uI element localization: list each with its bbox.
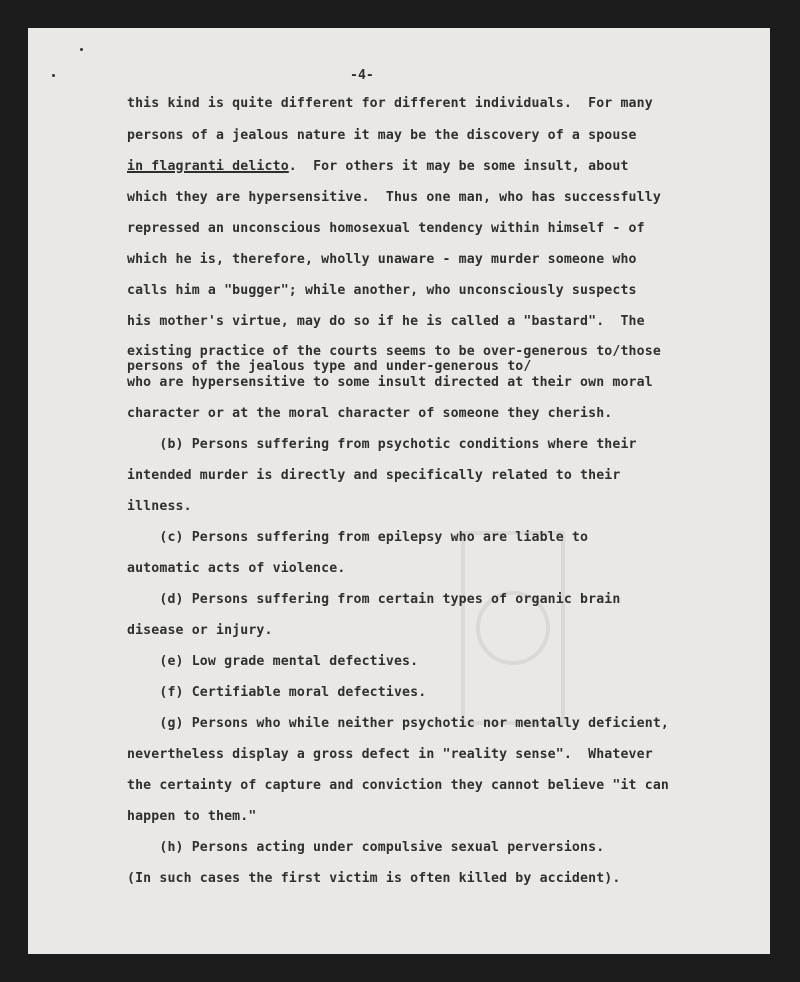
document-page	[28, 28, 770, 954]
line-text: (e) Low grade mental defectives.	[127, 654, 419, 669]
line-text: automatic acts of violence.	[127, 561, 346, 576]
line-text: repressed an unconscious homosexual tendency within himself - of	[127, 221, 645, 236]
text-line	[127, 809, 256, 825]
text-line	[127, 159, 629, 175]
text-line	[127, 716, 669, 732]
text-line	[127, 406, 612, 422]
text-line	[127, 252, 637, 268]
line-text: (d) Persons suffering from certain types of organic brain	[127, 592, 621, 607]
text-line	[127, 128, 637, 144]
text-line	[127, 747, 653, 763]
text-line	[127, 437, 637, 453]
text-line	[127, 314, 645, 330]
text-line	[127, 592, 620, 608]
text-line	[127, 778, 669, 794]
line-text: persons of a jealous nature it may be the discovery of a spouse	[127, 128, 637, 143]
text-line	[127, 654, 418, 670]
text-line	[127, 871, 620, 887]
faint-stamp-watermark	[458, 528, 568, 728]
text-line	[127, 623, 273, 639]
line-text: persons of the jealous type and under-generous to/	[127, 359, 532, 374]
line-text: (b) Persons suffering from psychotic conditions where their	[127, 437, 637, 452]
text-line	[127, 685, 426, 701]
line-text: (g) Persons who while neither psychotic nor mentally deficient,	[127, 716, 669, 731]
text-line	[127, 561, 345, 577]
text-line	[127, 499, 192, 515]
line-text: calls him a "bugger"; while another, who unconsciously suspects	[127, 283, 637, 298]
text-line	[127, 468, 620, 484]
line-text: existing practice of the courts seems to be over-generous to/those	[127, 344, 661, 359]
line-text: intended murder is directly and specifically related to their	[127, 468, 621, 483]
line-text: illness.	[127, 499, 192, 514]
line-text: (h) Persons acting under compulsive sexual perversions.	[127, 840, 605, 855]
line-text: happen to them."	[127, 809, 257, 824]
line-text: which he is, therefore, wholly unaware - may murder someone who	[127, 252, 637, 267]
text-line	[127, 96, 653, 112]
text-line	[127, 190, 661, 206]
margin-speck	[80, 48, 83, 51]
text-line	[127, 530, 588, 546]
margin-speck	[52, 74, 55, 77]
text-line	[127, 221, 645, 237]
text-line	[127, 375, 653, 391]
line-text: the certainty of capture and conviction they cannot believe "it can	[127, 778, 669, 793]
line-text: nevertheless display a gross defect in "reality sense". Whatever	[127, 747, 653, 762]
text-line	[127, 840, 604, 856]
text-line	[127, 359, 531, 375]
line-text: who are hypersensitive to some insult directed at their own moral	[127, 375, 653, 390]
line-text: character or at the moral character of someone they cherish.	[127, 406, 613, 421]
text-line	[127, 283, 637, 299]
line-text: (In such cases the first victim is often killed by accident).	[127, 871, 621, 886]
line-text: his mother's virtue, may do so if he is called a "bastard". The	[127, 314, 645, 329]
underlined-phrase: in flagranti delicto	[127, 159, 289, 174]
line-text: this kind is quite different for different individuals. For many	[127, 96, 653, 111]
line-text: which they are hypersensitive. Thus one man, who has successfully	[127, 190, 661, 205]
text-line	[127, 344, 661, 360]
line-text: disease or injury.	[127, 623, 273, 638]
line-text: (f) Certifiable moral defectives.	[127, 685, 427, 700]
page-number: -4-	[350, 68, 374, 83]
line-text: . For others it may be some insult, about	[288, 159, 629, 174]
line-text: (c) Persons suffering from epilepsy who are liable to	[127, 530, 589, 545]
